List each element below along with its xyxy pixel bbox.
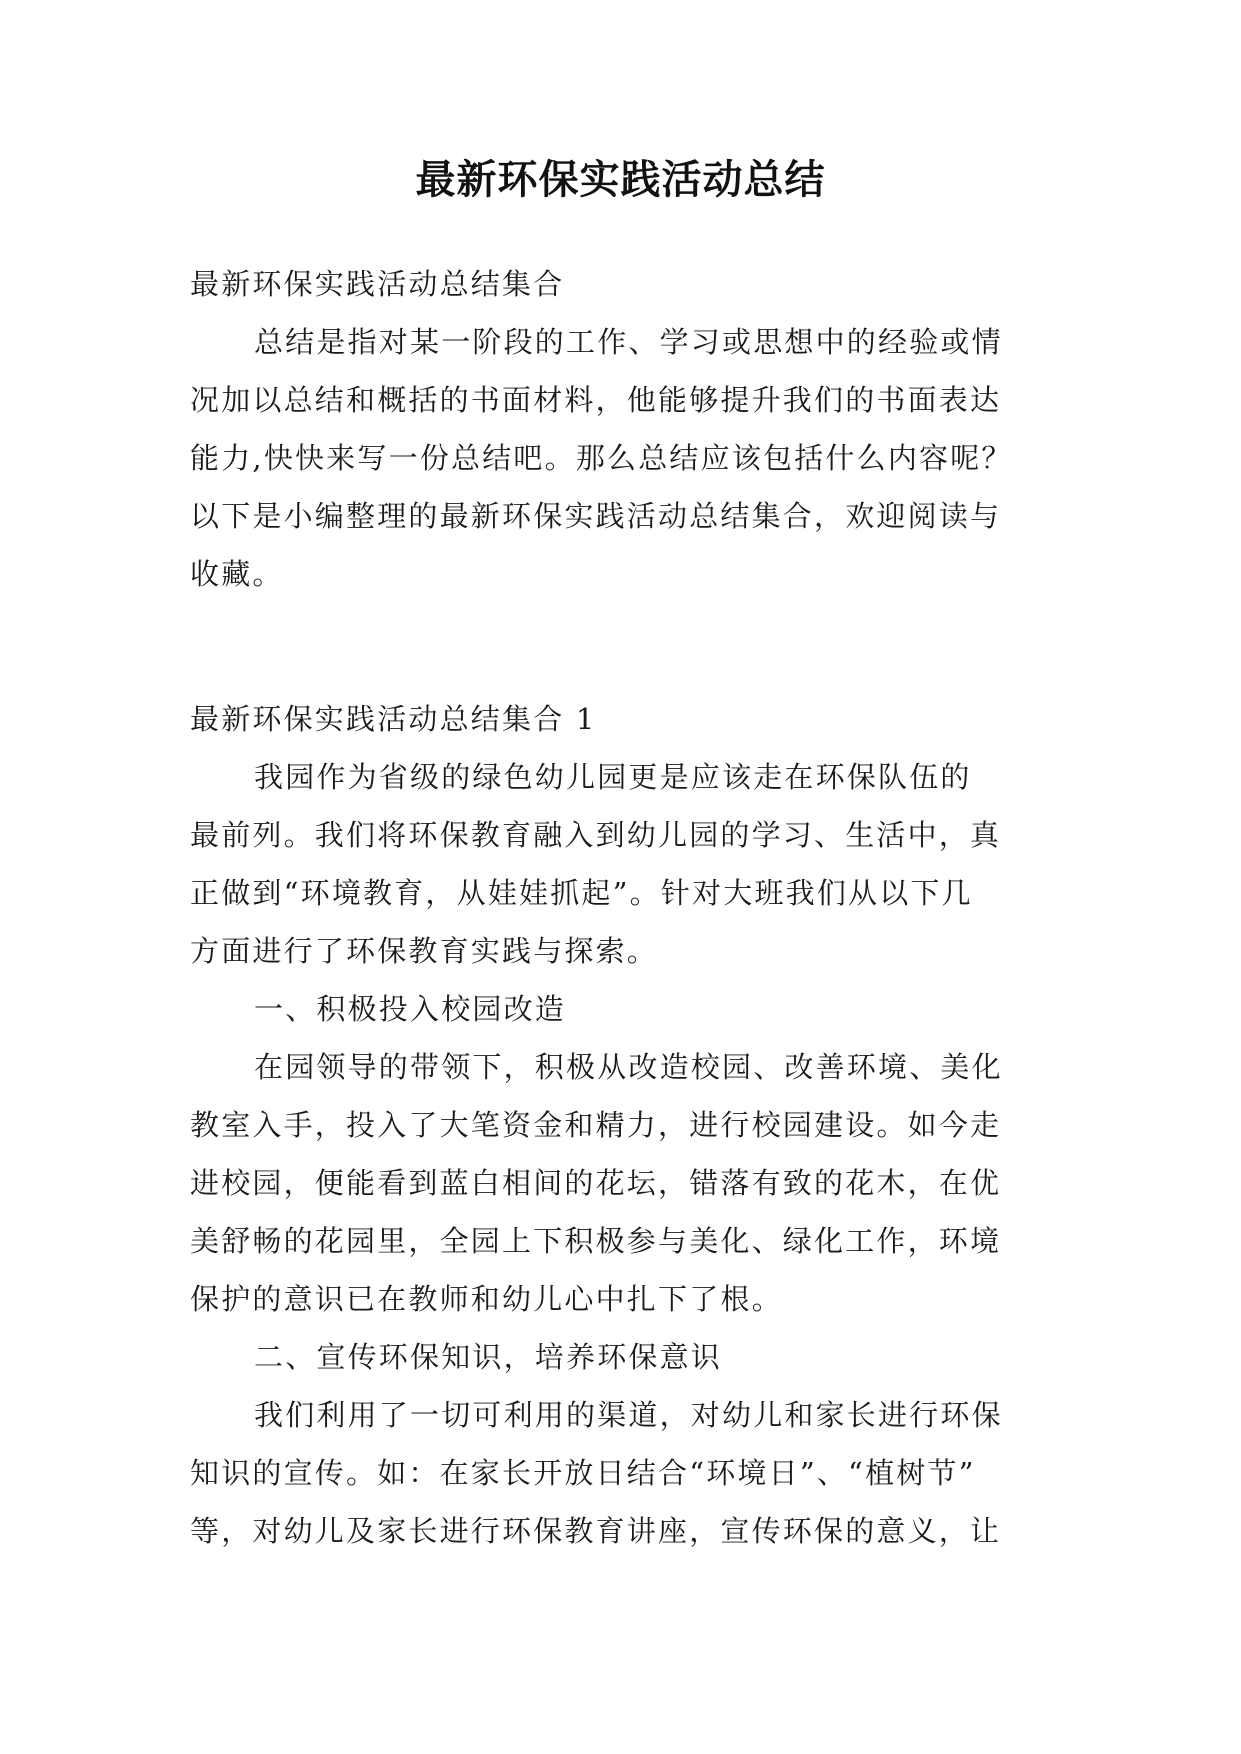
- collection-heading: [190, 255, 1060, 313]
- paragraph-line: 我园作为省级的绿色幼儿园更是应该走在环保队伍的: [254, 760, 972, 794]
- paragraph-line: 最前列。我们将环保教育融入到幼儿园的学习、生活中，真: [190, 818, 1002, 852]
- paragraph-line: 知识的宣传。如：在家长开放日结合“环境日”、“植树节”: [190, 1456, 976, 1490]
- paragraph-line: 等，对幼儿及家长进行环保教育讲座，宣传环保的意义，让: [190, 1514, 1002, 1548]
- intro-paragraph: [190, 313, 1060, 603]
- section-heading-text: 最新环保实践活动总结集合 1: [190, 702, 597, 736]
- subheading-text: 二、宣传环保知识，培养环保意识: [254, 1340, 723, 1374]
- paragraph-line: 能力,快快来写一份总结吧。那么总结应该包括什么内容呢？: [190, 441, 1013, 475]
- section-paragraph: [190, 1386, 1060, 1560]
- paragraph-line: 我们利用了一切可利用的渠道，对幼儿和家长进行环保: [254, 1398, 1003, 1432]
- subheading: [190, 1328, 1060, 1386]
- paragraph-line: 以下是小编整理的最新环保实践活动总结集合，欢迎阅读与: [190, 499, 1002, 533]
- subheading: [190, 980, 1060, 1038]
- document-title: 最新环保实践活动总结: [415, 157, 826, 203]
- paragraph-line: 保护的意识已在教师和幼儿心中扎下了根。: [190, 1282, 783, 1316]
- paragraph-line: 正做到“环境教育，从娃娃抓起”。针对大班我们从以下几: [190, 876, 973, 910]
- collection-heading-text: 最新环保实践活动总结集合: [190, 267, 565, 301]
- subheading-text: 一、积极投入校园改造: [254, 992, 567, 1026]
- paragraph-line: 教室入手，投入了大笔资金和精力，进行校园建设。如今走: [190, 1108, 1002, 1142]
- section-heading: [190, 690, 1060, 748]
- paragraph-line: 美舒畅的花园里，全园上下积极参与美化、绿化工作，环境: [190, 1224, 1002, 1258]
- section-paragraph: [190, 1038, 1060, 1328]
- paragraph-line: 总结是指对某一阶段的工作、学习或思想中的经验或情: [254, 325, 1003, 359]
- paragraph-line: 在园领导的带领下，积极从改造校园、改善环境、美化: [254, 1050, 1003, 1084]
- paragraph-line: 进校园，便能看到蓝白相间的花坛，错落有致的花木，在优: [190, 1166, 1002, 1200]
- paragraph-line: 况加以总结和概括的书面材料，他能够提升我们的书面表达: [190, 383, 1002, 417]
- section-paragraph: [190, 748, 1060, 980]
- paragraph-line: 收藏。: [190, 557, 284, 591]
- paragraph-line: 方面进行了环保教育实践与探索。: [190, 934, 659, 968]
